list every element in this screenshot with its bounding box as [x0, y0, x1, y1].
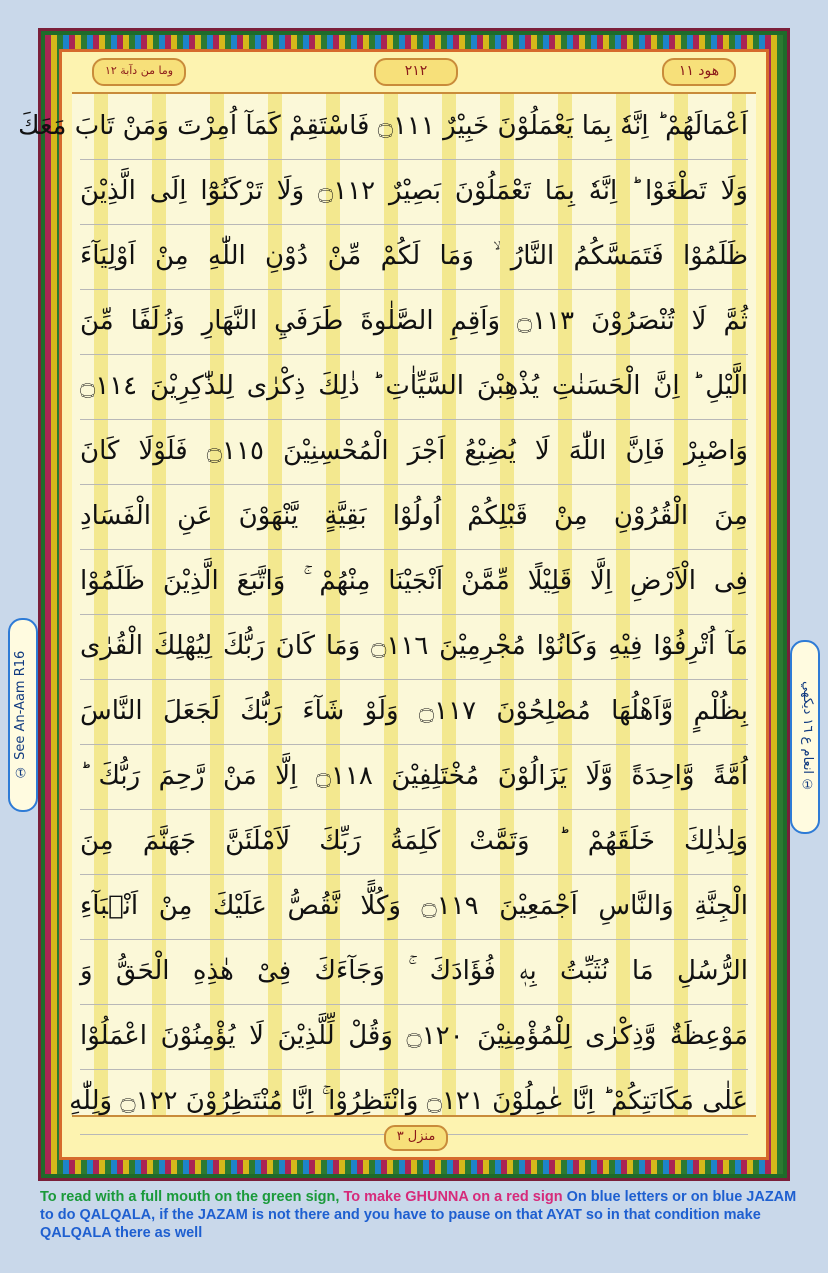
green-sign-instruction: To read with a full mouth on the green sign, — [40, 1189, 340, 1205]
text-line-12: وَلِذٰلِكَ خَلَقَهُمْ ؕ وَتَمَّتْ كَلِمَةُ رَبِّكَ لَاَمْلَئَنَّ جَهَنَّمَ مِنَ — [80, 809, 748, 875]
left-margin-note: ① See An-Aam R16 — [8, 618, 38, 812]
text-line-16: عَلٰى مَكَانَتِكُمْ ؕ اِنَّا عٰمِلُوْنَ ۝١٢١ وَانْتَظِرُوْا ۚ اِنَّا مُنْتَظِرُوْنَ ۝١٢٢ وَلِلّٰهِ — [80, 1069, 748, 1135]
text-line-14: الرُّسُلِ مَا نُثَبِّتُ بِهٖ فُؤَادَكَ ۚ وَجَآءَكَ فِىْ هٰذِهِ الْحَقُّ وَ — [80, 939, 748, 1005]
text-line-3: ظَلَمُوْا فَتَمَسَّكُمُ النَّارُ ۙ وَمَا لَكُمْ مِّنْ دُوْنِ اللّٰهِ مِنْ اَوْلِيَآءَ — [80, 224, 748, 290]
text-line-10: بِظُلْمٍ وَّاَهْلُهَا مُصْلِحُوْنَ ۝١١٧ وَلَوْ شَآءَ رَبُّكَ لَجَعَلَ النَّاسَ — [80, 679, 748, 745]
text-line-1: اَعْمَالَهُمْ ؕ اِنَّهٗ بِمَا يَعْمَلُوْنَ خَبِيْرٌ ۝١١١ فَاسْتَقِمْ كَمَآ اُمِرْتَ وَمَنْ تَابَ مَعَكَ — [80, 94, 748, 160]
text-line-6: وَاصْبِرْ فَاِنَّ اللّٰهَ لَا يُضِيْعُ اَجْرَ الْمُحْسِنِيْنَ ۝١١٥ فَلَوْلَا كَانَ — [80, 419, 748, 485]
text-line-7: مِنَ الْقُرُوْنِ مِنْ قَبْلِكُمْ اُولُوْا بَقِيَّةٍ يَّنْهَوْنَ عَنِ الْفَسَادِ — [80, 484, 748, 550]
page-number: ٢١٢ — [374, 58, 458, 86]
right-margin-note: ① انعام ع ١٦ ديكهي — [790, 640, 820, 834]
red-sign-instruction: To make GHUNNA on a red sign — [343, 1189, 563, 1205]
tajweed-legend — [40, 1188, 800, 1242]
text-line-13: الْجِنَّةِ وَالنَّاسِ اَجْمَعِيْنَ ۝١١٩ وَكُلًّا نَّقُصُّ عَلَيْكَ مِنْ اَنْۢبَآءِ — [80, 874, 748, 940]
text-line-5: الَّيْلِ ؕ اِنَّ الْحَسَنٰتِ يُذْهِبْنَ السَّيِّاٰتِ ؕ ذٰلِكَ ذِكْرٰى لِلذّٰكِرِيْنَ ۝١١٤ — [80, 354, 748, 420]
surah-name-label: هود ١١ — [662, 58, 736, 86]
text-line-2: وَلَا تَطْغَوْا ؕ اِنَّهٗ بِمَا تَعْمَلُوْنَ بَصِيْرٌ ۝١١٢ وَلَا تَرْكَنُوْٓا اِلَى الَّذِيْنَ — [80, 159, 748, 225]
juz-name-label: وما من دآبة ١٢ — [92, 58, 186, 86]
text-line-11: اُمَّةً وَّاحِدَةً وَّلَا يَزَالُوْنَ مُخْتَلِفِيْنَ ۝١١٨ اِلَّا مَنْ رَّحِمَ رَبُّكَ ؕ — [80, 744, 748, 810]
text-line-9: مَآ اُتْرِفُوْا فِيْهِ وَكَانُوْا مُجْرِمِيْنَ ۝١١٦ وَمَا كَانَ رَبُّكَ لِيُهْلِكَ الْقُرٰى — [80, 614, 748, 680]
blue-sign-instruction: On blue letters or on blue JAZAM to do QALQALA, if the JAZAM is not there and you have to pause on that AYAT so in that condition make QALQALA there as well — [40, 1189, 797, 1241]
text-line-15: مَوْعِظَةٌ وَّذِكْرٰى لِلْمُؤْمِنِيْنَ ۝١٢٠ وَقُلْ لِّلَّذِيْنَ لَا يُؤْمِنُوْنَ اعْمَلُوْا — [80, 1004, 748, 1070]
text-line-8: فِى الْاَرْضِ اِلَّا قَلِيْلًا مِّمَّنْ اَنْجَيْنَا مِنْهُمْ ۚ وَاتَّبَعَ الَّذِيْنَ ظَلَمُوْا — [80, 549, 748, 615]
text-line-4: ثُمَّ لَا تُنْصَرُوْنَ ۝١١٣ وَاَقِمِ الصَّلٰوةَ طَرَفَيِ النَّهَارِ وَزُلَفًا مِّنَ — [80, 289, 748, 355]
manzil-label: منزل ٣ — [384, 1125, 448, 1151]
